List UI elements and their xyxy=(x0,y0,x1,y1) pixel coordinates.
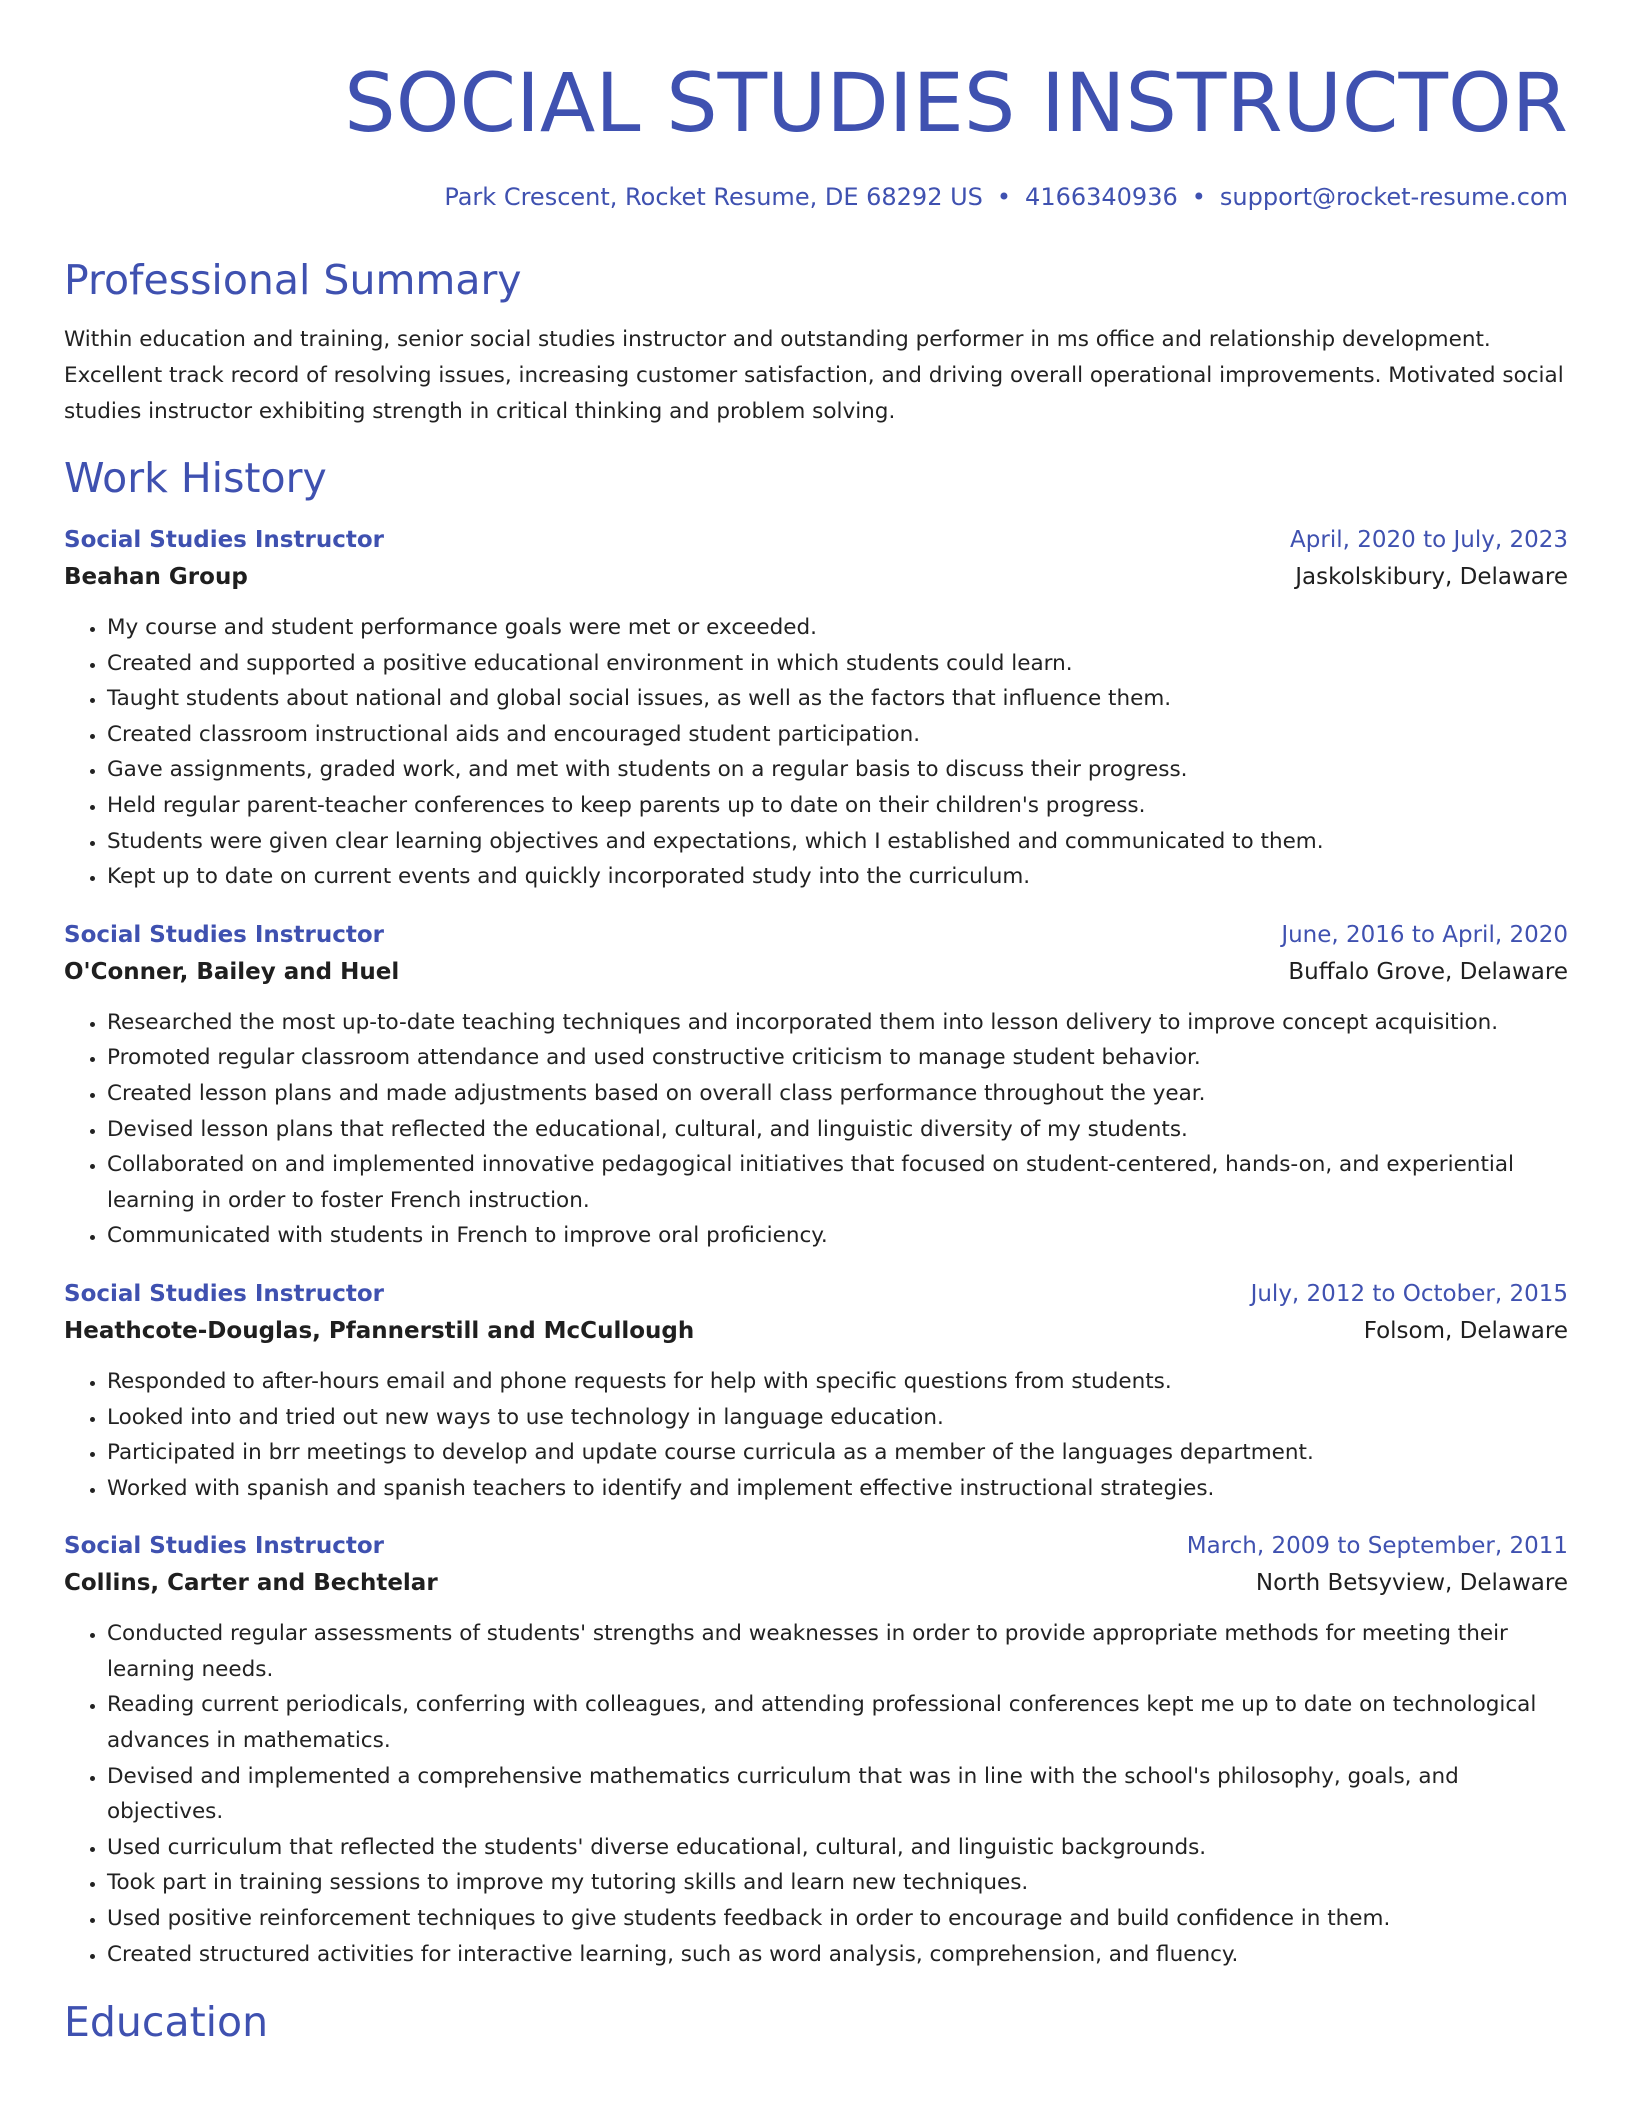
job-list xyxy=(64,522,1568,1972)
contact-line xyxy=(64,180,1568,214)
email-address: support@rocket-resume.com xyxy=(1219,183,1568,211)
list-item: • Conducted regular assessments of students' strengths and weaknesses in order to provide appropriate methods for meeting their learning needs. xyxy=(107,1616,1568,1687)
list-item: • Participated in brr meetings to develop and update course curricula as a member of the languages department. xyxy=(107,1435,1568,1471)
job-location: Jaskolskibury, Delaware xyxy=(1295,564,1568,590)
list-item: • Took part in training sessions to improve my tutoring skills and learn new techniques. xyxy=(107,1865,1568,1901)
list-item: • Devised and implemented a comprehensive mathematics curriculum that was in line with the school's philosophy, goals, and objectives. xyxy=(107,1759,1568,1830)
section-title-work-history: Work History xyxy=(64,454,327,502)
job-dates: April, 2020 to July, 2023 xyxy=(1290,527,1568,553)
list-item: • Devised lesson plans that reflected the educational, cultural, and linguistic diversity of my students. xyxy=(107,1112,1568,1148)
job-company-row xyxy=(64,1312,1568,1350)
job-company-row xyxy=(64,558,1568,596)
contact-separator: • xyxy=(1191,183,1206,211)
list-item: • Taught students about national and global social issues, as well as the factors that influence them. xyxy=(107,681,1568,717)
list-item: • My course and student performance goals were met or exceeded. xyxy=(107,610,1568,646)
job-company: Beahan Group xyxy=(64,564,248,590)
job-title: Social Studies Instructor xyxy=(64,527,384,553)
job-dates: June, 2016 to April, 2020 xyxy=(1281,921,1568,948)
section-title-summary: Professional Summary xyxy=(64,256,522,304)
education-section xyxy=(64,1996,1568,2048)
list-item: • Kept up to date on current events and quickly incorporated study into the curriculum. xyxy=(107,859,1568,895)
job-company-row xyxy=(64,953,1568,991)
list-item: • Used positive reinforcement techniques to give students feedback in order to encourage and build confidence in them. xyxy=(107,1901,1568,1937)
job-entry xyxy=(64,522,1568,895)
work-history-section xyxy=(64,452,1568,1972)
list-item: • Researched the most up-to-date teaching techniques and incorporated them into lesson delivery to improve concept acquisition. xyxy=(107,1005,1568,1041)
list-item: • Looked into and tried out new ways to use technology in language education. xyxy=(107,1400,1568,1436)
job-entry xyxy=(64,917,1568,1254)
list-item: • Gave assignments, graded work, and met with students on a regular basis to discuss their progress. xyxy=(107,752,1568,788)
list-item: • Used curriculum that reflected the students' diverse educational, cultural, and linguistic backgrounds. xyxy=(107,1830,1568,1866)
contact-separator: • xyxy=(996,183,1012,211)
job-title-row xyxy=(64,522,1568,558)
job-bullets xyxy=(64,610,1568,895)
list-item: • Responded to after-hours email and phone requests for help with specific questions from students. xyxy=(107,1364,1568,1400)
job-bullets xyxy=(64,1005,1568,1254)
list-item: • Worked with spanish and spanish teachers to identify and implement effective instructional strategies. xyxy=(107,1471,1568,1507)
list-item: • Created lesson plans and made adjustments based on overall class performance throughout the year. xyxy=(107,1076,1568,1112)
list-item: • Created and supported a positive educational environment in which students could learn. xyxy=(107,646,1568,682)
list-item: • Created classroom instructional aids and encouraged student participation. xyxy=(107,717,1568,753)
resume-header xyxy=(64,0,1568,214)
job-title: Social Studies Instructor xyxy=(64,921,384,948)
job-title: Social Studies Instructor xyxy=(64,1533,384,1560)
list-item: • Held regular parent-teacher conferences to keep parents up to date on their children's progress. xyxy=(107,788,1568,824)
section-title-education: Education xyxy=(64,1998,269,2047)
job-location: Buffalo Grove, Delaware xyxy=(1288,958,1568,985)
job-company-row xyxy=(64,1564,1568,1602)
job-title-row xyxy=(64,917,1568,953)
list-item: • Communicated with students in French to improve oral proficiency. xyxy=(107,1218,1568,1254)
job-title-row xyxy=(64,1528,1568,1564)
address: Park Crescent, Rocket Resume, DE 68292 US xyxy=(444,183,983,211)
job-entry xyxy=(64,1276,1568,1506)
job-location: North Betsyview, Delaware xyxy=(1255,1570,1568,1597)
job-title: Social Studies Instructor xyxy=(64,1280,384,1307)
job-company: Heathcote-Douglas, Pfannerstill and McCullough xyxy=(64,1317,695,1344)
job-company: Collins, Carter and Bechtelar xyxy=(64,1570,438,1597)
job-company: O'Conner, Bailey and Huel xyxy=(64,958,400,985)
job-bullets xyxy=(64,1616,1568,1972)
phone-number: 4166340936 xyxy=(1025,183,1178,211)
job-location: Folsom, Delaware xyxy=(1363,1317,1568,1344)
job-bullets xyxy=(64,1364,1568,1506)
summary-text: Within education and training, senior social studies instructor and outstanding performer in ms office and relationship development. Excellent track record of resolving issues, increasing customer satisfaction, and driving overall operational improvements. Motivated social studies instructor exhibiting strength in critical thinking and problem solving. xyxy=(64,327,1564,424)
job-title-row xyxy=(64,1276,1568,1312)
list-item: • Collaborated on and implemented innovative pedagogical initiatives that focused on student-centered, hands-on, and experiential learning in order to foster French instruction. xyxy=(107,1147,1568,1218)
job-entry xyxy=(64,1528,1568,1972)
job-dates: July, 2012 to October, 2015 xyxy=(1250,1280,1568,1307)
list-item: • Reading current periodicals, conferring with colleagues, and attending professional conferences kept me up to date on technological advances in mathematics. xyxy=(107,1687,1568,1758)
page-title: SOCIAL STUDIES INSTRUCTOR xyxy=(344,57,1568,151)
job-dates: March, 2009 to September, 2011 xyxy=(1186,1533,1568,1560)
list-item: • Students were given clear learning objectives and expectations, which I established and communicated to them. xyxy=(107,824,1568,860)
professional-summary-section xyxy=(64,254,1568,430)
list-item: • Promoted regular classroom attendance and used constructive criticism to manage student behavior. xyxy=(107,1040,1568,1076)
list-item: • Created structured activities for interactive learning, such as word analysis, comprehension, and fluency. xyxy=(107,1937,1568,1973)
